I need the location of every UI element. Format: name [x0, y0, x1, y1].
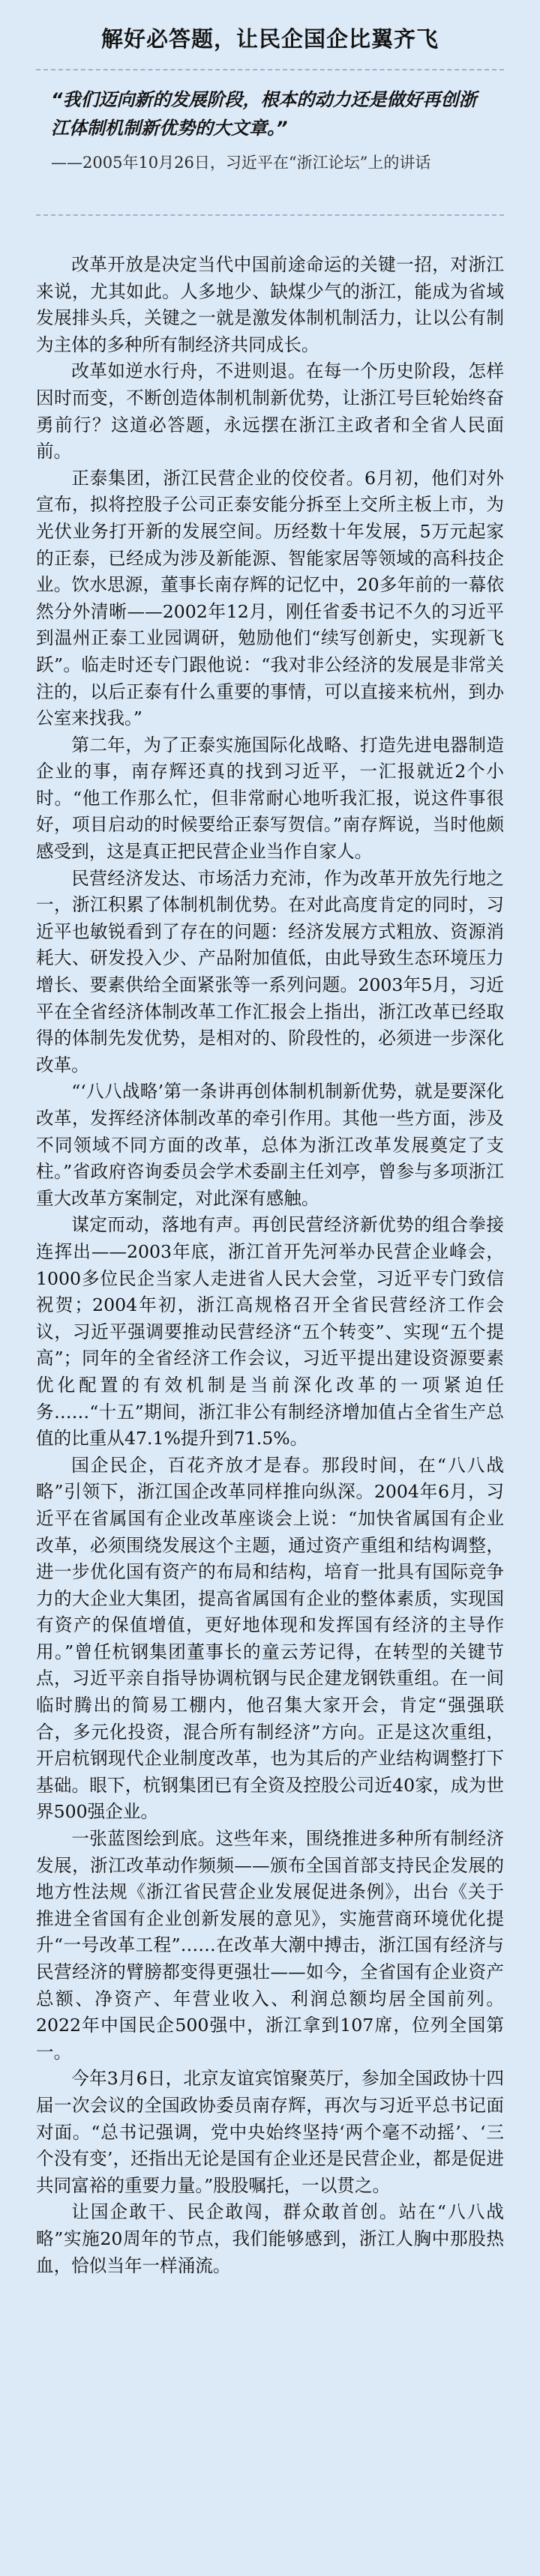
paragraph: 一张蓝图绘到底。这些年来，围绕推进多种所有制经济发展，浙江改革动作频频——颁布全国首部支持民企发展的地方性法规《浙江省民营企业发展促进条例》，出台《关于推进全省国有企业创新发展的意见》，实施营商环境优化提升“一号改革工程”……在改革大潮中搏击，浙江国有经济与民营经济的臂膀都变得更强壮——如今，全省国有企业资产总额、净资产、年营业收入、利润总额均居全国前列。2022年中国民企500强中，浙江拿到107席，位列全国第一。	[36, 1828, 504, 2063]
paragraph: 改革开放是决定当代中国前途命运的关键一招，对浙江来说，尤其如此。人多地少、缺煤少气的浙江，能成为省域发展排头兵，关键之一就是激发体制机制活力，让以公有制为主体的多种所有制经济共同成长。	[36, 254, 504, 355]
paragraph: 今年3月6日，北京友谊宾馆聚英厅，参加全国政协十四届一次会议的全国政协委员南存辉，再次与习近平总书记面对面。“总书记强调，党中央始终坚持‘两个毫不动摇’、‘三个没有变’，还指出无论是国有企业还是民营企业，都是促进共同富裕的重要力量。”股股嘱托，一以贯之。	[36, 2068, 504, 2196]
article-title: 解好必答题，让民企国企比翼齐飞	[100, 26, 439, 52]
paragraph: 民营经济发达、市场活力充沛，作为改革开放先行地之一，浙江积累了体制机制优势。在对此高度肯定的同时，习近平也敏锐看到了存在的问题：经济发展方式粗放、资源消耗大、研发投入少、产品附加值低，由此导致生态环境压力增长、要素供给全面紧张等一系列问题。2003年5月，习近平在全省经济体制改革工作汇报会上指出，浙江改革已经取得的体制先发优势，是相对的、阶段性的，必须进一步深化改革。	[36, 867, 504, 1076]
paragraph: 让国企敢干、民企敢闯，群众敢首创。站在“八八战略”实施20周年的节点，我们能够感到，浙江人胸中那股热血，恰似当年一样涌流。	[36, 2201, 504, 2276]
article-body	[36, 252, 504, 2279]
quote-source: ——2005年10月26日，习近平在“浙江论坛”上的讲话	[51, 154, 431, 172]
paragraph: 谋定而动，落地有声。再创民营经济新优势的组合拳接连挥出——2003年底，浙江首开先河举办民营企业峰会，1000多位民企当家人走进省人民大会堂，习近平专门致信祝贺；2004年初，浙江高规格召开全省民营经济工作会议，习近平强调要推动民营经济“五个转变”、实现“五个提高”；同年的全省经济工作会议，习近平提出建设资源要素优化配置的有效机制是当前深化改革的一项紧迫任务……“十五”期间，浙江非公有制经济增加值占全省生产总值的比重从47.1%提升到71.5%。	[36, 1214, 504, 1450]
paragraph: 正泰集团，浙江民营企业的佼佼者。6月初，他们对外宣布，拟将控股子公司正泰安能分拆至上交所主板上市，为光伏业务打开新的发展空间。历经数十年发展，5万元起家的正泰，已经成为涉及新能源、智能家居等领域的高科技企业。饮水思源，董事长南存辉的记忆中，20多年前的一幕依然分外清晰——2002年12月，刚任省委书记不久的习近平到温州正泰工业园调研，勉励他们“续写创新史，实现新飞跃”。临走时还专门跟他说：“我对非公经济的发展是非常关注的，以后正泰有什么重要的事情，可以直接来杭州，到办公室来找我。”	[36, 467, 504, 729]
paragraph: 第二年，为了正泰实施国际化战略、打造先进电器制造企业的事，南存辉还真的找到习近平，一汇报就近2个小时。“他工作那么忙，但非常耐心地听我汇报，说这件事很好，项目启动的时候要给正泰写贺信。”南存辉说，当时他颇感受到，这是真正把民营企业当作自家人。	[36, 734, 504, 863]
paragraph: 国企民企，百花齐放才是春。那段时间，在“八八战略”引领下，浙江国企改革同样推向纵深。2004年6月，习近平在省属国有企业改革座谈会上说：“加快省属国有企业改革，必须围绕发展这个主题，通过资产重组和结构调整，进一步优化国有资产的布局和结构，培育一批具有国际竞争力的大企业大集团，提高省属国有企业的整体素质，实现国有资产的保值增值，更好地体现和发挥国有经济的主导作用。”曾任杭钢集团董事长的童云芳记得，在转型的关键节点，习近平亲自指导协调杭钢与民企建龙钢铁重组。在一间临时腾出的简易工棚内，他召集大家开会，肯定“强强联合，多元化投资，混合所有制经济”方向。正是这次重组，开启杭钢现代企业制度改革，也为其后的产业结构调整打下基础。眼下，杭钢集团已有全资及控股公司近40家，成为世界500强企业。	[36, 1454, 504, 1823]
quote-box	[36, 69, 504, 216]
paragraph: 改革如逆水行舟，不进则退。在每一个历史阶段，怎样因时而变，不断创造体制机制新优势，让浙江号巨轮始终奋勇前行？这道必答题，永远摆在浙江主政者和全省人民面前。	[36, 361, 504, 462]
paragraph: “‘八八战略’第一条讲再创体制机制新优势，就是要深化改革，发挥经济体制改革的牵引作用。其他一些方面，涉及不同领域不同方面的改革，总体为浙江改革发展奠定了支柱。”省政府咨询委员会学术委副主任刘亭，曾参与多项浙江重大改革方案制定，对此深有感触。	[36, 1081, 504, 1209]
quote-text: “我们迈向新的发展阶段，根本的动力还是做好再创浙江体制机制新优势的大文章。”	[51, 89, 477, 139]
